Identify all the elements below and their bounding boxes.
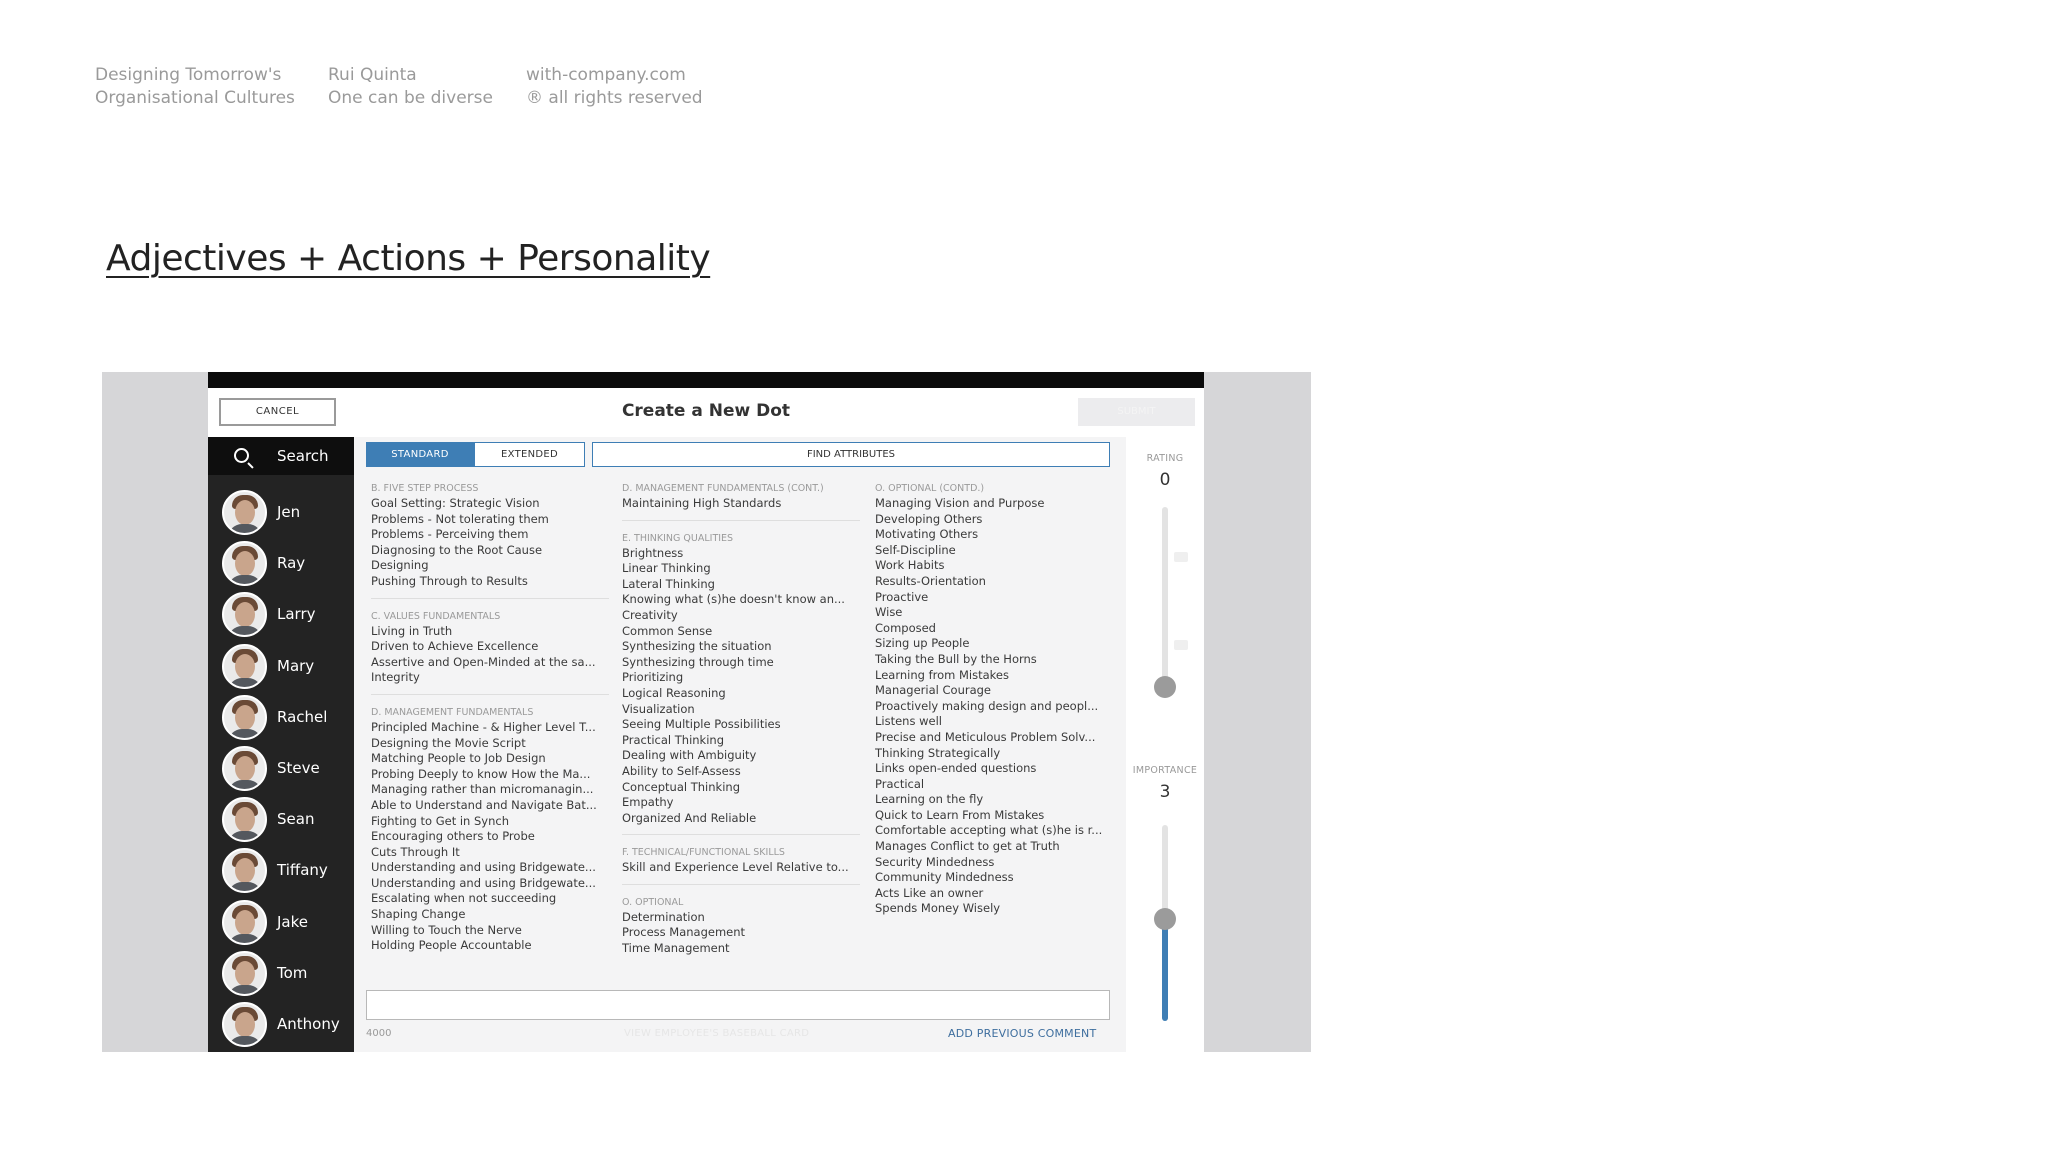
- tab-standard[interactable]: STANDARD: [366, 442, 474, 467]
- section-title: D. MANAGEMENT FUNDAMENTALS (CONT.): [622, 483, 824, 494]
- attribute-item[interactable]: Holding People Accountable: [371, 938, 532, 953]
- section-title: O. OPTIONAL: [622, 896, 684, 908]
- attribute-item[interactable]: Quick to Learn From Mistakes: [875, 807, 1045, 822]
- attribute-item[interactable]: Links open-ended questions: [875, 761, 1037, 776]
- person-item[interactable]: [208, 845, 354, 896]
- attribute-item[interactable]: Knowing what (s)he doesn't know an...: [622, 592, 845, 607]
- attribute-section: [371, 609, 609, 695]
- attribute-item[interactable]: Logical Reasoning: [622, 685, 726, 700]
- attribute-item[interactable]: Understanding and using Bridgewate...: [371, 860, 596, 875]
- importance-label: IMPORTANCE: [1132, 765, 1198, 776]
- attribute-item[interactable]: Learning on the fly: [875, 792, 984, 807]
- attribute-item[interactable]: Listens well: [875, 714, 942, 729]
- attribute-item[interactable]: Maintaining High Standards: [622, 496, 782, 510]
- person-name: Jen: [277, 503, 301, 521]
- attribute-item[interactable]: Principled Machine - & Higher Level T...: [371, 719, 596, 734]
- attribute-item[interactable]: Practical: [875, 776, 925, 791]
- attribute-item[interactable]: Taking the Bull by the Horns: [875, 651, 1037, 666]
- header-title-line2: Organisational Cultures: [95, 88, 295, 108]
- attribute-item[interactable]: Managing rather than micromanagin...: [371, 782, 594, 797]
- dialog-title: Create a New Dot: [621, 401, 791, 421]
- attribute-item[interactable]: Driven to Achieve Excellence: [371, 639, 539, 654]
- attribute-item[interactable]: Learning from Mistakes: [875, 667, 1009, 682]
- importance-slider-handle[interactable]: [1154, 908, 1176, 930]
- attribute-item[interactable]: Prioritizing: [622, 670, 684, 685]
- attribute-item[interactable]: Conceptual Thinking: [622, 779, 740, 794]
- attribute-item[interactable]: Understanding and using Bridgewate...: [371, 875, 596, 890]
- view-baseball-card-link[interactable]: VIEW EMPLOYEE'S BASEBALL CARD: [624, 1028, 810, 1039]
- attribute-item[interactable]: Empathy: [622, 795, 674, 810]
- attribute-item[interactable]: Proactively making design and peopl...: [875, 698, 1099, 713]
- attribute-item[interactable]: Problems - Not tolerating them: [371, 511, 549, 526]
- thumbs-down-icon: [1174, 640, 1188, 650]
- person-name: Anthony: [277, 1014, 340, 1033]
- people-sidebar: [208, 437, 354, 1052]
- search-icon: [234, 448, 249, 463]
- header-site-line2: ® all rights reserved: [526, 88, 703, 108]
- submit-button[interactable]: SUBMIT: [1078, 398, 1195, 426]
- header-author-line2: One can be diverse: [328, 88, 493, 108]
- attributes-column-3: [875, 481, 1113, 935]
- attribute-item[interactable]: Encouraging others to Probe: [371, 829, 535, 844]
- thumbs-up-icon: [1174, 552, 1188, 562]
- attribute-section: [622, 895, 860, 965]
- tab-extended[interactable]: EXTENDED: [474, 442, 585, 467]
- attribute-item[interactable]: Managing Vision and Purpose: [875, 496, 1045, 510]
- avatar: [222, 644, 267, 689]
- attribute-item[interactable]: Pushing Through to Results: [371, 573, 528, 588]
- attribute-item[interactable]: Determination: [622, 909, 705, 924]
- add-previous-comment-link[interactable]: ADD PREVIOUS COMMENT: [948, 1027, 1097, 1040]
- attribute-item[interactable]: Common Sense: [622, 623, 713, 638]
- attribute-item[interactable]: Spends Money Wisely: [875, 901, 1001, 916]
- attribute-item[interactable]: Security Mindedness: [875, 854, 995, 869]
- attribute-item[interactable]: Dealing with Ambiguity: [622, 748, 757, 763]
- attribute-item[interactable]: Designing: [371, 558, 429, 573]
- person-item[interactable]: [208, 743, 354, 794]
- attribute-item[interactable]: Precise and Meticulous Problem Solv...: [875, 729, 1096, 744]
- attribute-item[interactable]: Linear Thinking: [622, 561, 711, 576]
- rating-slider-track[interactable]: [1162, 507, 1168, 687]
- person-item[interactable]: [208, 538, 354, 589]
- screenshot-frame: [102, 372, 1311, 1052]
- attributes-column-1: [371, 481, 609, 972]
- attributes-column-2: [622, 481, 860, 975]
- rating-label: RATING: [1146, 453, 1184, 464]
- attribute-item[interactable]: Seeing Multiple Possibilities: [622, 717, 781, 732]
- attribute-item[interactable]: Shaping Change: [371, 907, 466, 922]
- attribute-item[interactable]: Organized And Reliable: [622, 810, 757, 825]
- character-count: 4000: [366, 1028, 392, 1039]
- person-name: Steve: [277, 758, 320, 777]
- attribute-item[interactable]: Manages Conflict to get at Truth: [875, 839, 1060, 854]
- attribute-item[interactable]: Work Habits: [875, 558, 945, 573]
- attribute-item[interactable]: Assertive and Open-Minded at the sa...: [371, 654, 596, 669]
- person-item[interactable]: [208, 948, 354, 999]
- attribute-item[interactable]: Proactive: [875, 589, 929, 604]
- attribute-item[interactable]: Designing the Movie Script: [371, 735, 526, 750]
- person-item[interactable]: [208, 641, 354, 692]
- person-name: Ray: [277, 554, 306, 573]
- attribute-item[interactable]: Synthesizing through time: [622, 654, 774, 669]
- attribute-item[interactable]: Developing Others: [875, 511, 983, 526]
- attribute-item[interactable]: Cuts Through It: [371, 844, 460, 859]
- avatar: [222, 592, 267, 637]
- attribute-item[interactable]: Skill and Experience Level Relative to...: [622, 860, 849, 875]
- header-site: [526, 64, 703, 110]
- create-dot-dialog: [208, 372, 1204, 1052]
- avatar: [222, 797, 267, 842]
- top-bar: [208, 372, 1204, 388]
- attribute-item[interactable]: Community Mindedness: [875, 870, 1014, 885]
- attribute-item[interactable]: Diagnosing to the Root Cause: [371, 542, 543, 557]
- avatar: [222, 1002, 267, 1047]
- attribute-item[interactable]: Visualization: [622, 701, 695, 716]
- attributes-panel: [354, 437, 1126, 1052]
- attribute-item[interactable]: Lateral Thinking: [622, 576, 715, 591]
- person-name: Larry: [277, 605, 316, 624]
- person-name: Sean: [277, 810, 315, 829]
- avatar: [222, 848, 267, 893]
- header-title: [95, 64, 295, 110]
- section-title: B. FIVE STEP PROCESS: [371, 483, 479, 494]
- attribute-item[interactable]: Process Management: [622, 925, 746, 940]
- person-item[interactable]: [208, 589, 354, 640]
- search-bar[interactable]: [208, 437, 354, 475]
- attribute-section: [622, 531, 860, 836]
- header-author: [328, 64, 493, 110]
- person-item[interactable]: [208, 897, 354, 948]
- person-name: Tom: [277, 963, 308, 982]
- attribute-item[interactable]: Composed: [875, 620, 936, 635]
- attribute-item[interactable]: Matching People to Job Design: [371, 751, 546, 766]
- avatar: [222, 695, 267, 740]
- importance-slider-fill: [1162, 919, 1168, 1021]
- attribute-section: [622, 845, 860, 885]
- person-item[interactable]: [208, 794, 354, 845]
- rating-panel: [1126, 437, 1204, 1052]
- section-title: D. MANAGEMENT FUNDAMENTALS: [371, 706, 534, 718]
- attribute-item[interactable]: Practical Thinking: [622, 732, 724, 747]
- attribute-item[interactable]: Time Management: [622, 941, 730, 956]
- rating-value: 0: [1159, 470, 1171, 490]
- avatar: [222, 490, 267, 535]
- attribute-item[interactable]: Probing Deeply to know How the Ma...: [371, 766, 591, 781]
- search-label: Search: [277, 447, 329, 465]
- header-author-line1: Rui Quinta: [328, 65, 417, 85]
- attribute-section: [371, 705, 609, 962]
- attribute-section: [875, 481, 1113, 925]
- section-title: O. OPTIONAL (CONTD.): [875, 483, 985, 494]
- avatar: [222, 746, 267, 791]
- person-name: Rachel: [277, 707, 328, 726]
- attribute-item[interactable]: Living in Truth: [371, 623, 453, 638]
- comment-input[interactable]: [366, 990, 1110, 1020]
- person-item[interactable]: [208, 692, 354, 743]
- attribute-item[interactable]: Comfortable accepting what (s)he is r...: [875, 823, 1103, 838]
- section-title: E. THINKING QUALITIES: [622, 532, 734, 544]
- attribute-item[interactable]: Synthesizing the situation: [622, 639, 772, 654]
- rating-slider-handle[interactable]: [1154, 676, 1176, 698]
- attribute-item[interactable]: Thinking Strategically: [875, 745, 1001, 760]
- attribute-item[interactable]: Self-Discipline: [875, 542, 956, 557]
- attribute-item[interactable]: Creativity: [622, 607, 678, 622]
- person-name: Mary: [277, 656, 315, 675]
- person-item[interactable]: [208, 999, 354, 1050]
- section-title: F. TECHNICAL/FUNCTIONAL SKILLS: [622, 847, 785, 859]
- attribute-item[interactable]: Sizing up People: [875, 636, 970, 651]
- attribute-item[interactable]: Willing to Touch the Nerve: [371, 922, 522, 937]
- attribute-item[interactable]: Fighting to Get in Synch: [371, 813, 510, 828]
- header-site-line1: with-company.com: [526, 65, 686, 85]
- attribute-item[interactable]: Managerial Courage: [875, 683, 992, 698]
- section-title: C. VALUES FUNDAMENTALS: [371, 610, 501, 622]
- attribute-section: [622, 481, 860, 521]
- avatar: [222, 541, 267, 586]
- people-list: [208, 487, 354, 1050]
- attribute-item[interactable]: Wise: [875, 605, 903, 620]
- find-attributes-input[interactable]: FIND ATTRIBUTES: [592, 442, 1110, 467]
- attribute-section: [371, 481, 609, 599]
- attribute-item[interactable]: Results-Orientation: [875, 573, 986, 588]
- attribute-item[interactable]: Able to Understand and Navigate Bat...: [371, 797, 597, 812]
- attribute-item[interactable]: Ability to Self-Assess: [622, 763, 741, 778]
- person-name: Tiffany: [277, 861, 328, 880]
- importance-value: 3: [1159, 782, 1171, 802]
- attribute-item[interactable]: Brightness: [622, 545, 684, 560]
- attribute-item[interactable]: Goal Setting: Strategic Vision: [371, 496, 540, 510]
- attribute-item[interactable]: Problems - Perceiving them: [371, 527, 529, 542]
- person-item[interactable]: [208, 487, 354, 538]
- avatar: [222, 951, 267, 996]
- attribute-item[interactable]: Acts Like an owner: [875, 885, 984, 900]
- attribute-item[interactable]: Motivating Others: [875, 527, 979, 542]
- header-title-line1: Designing Tomorrow's: [95, 65, 282, 85]
- attribute-item[interactable]: Integrity: [371, 670, 420, 685]
- avatar: [222, 900, 267, 945]
- person-name: Jake: [277, 912, 308, 931]
- attribute-item[interactable]: Escalating when not succeeding: [371, 891, 557, 906]
- page-heading: Adjectives + Actions + Personality: [106, 238, 711, 279]
- cancel-button[interactable]: CANCEL: [219, 398, 336, 426]
